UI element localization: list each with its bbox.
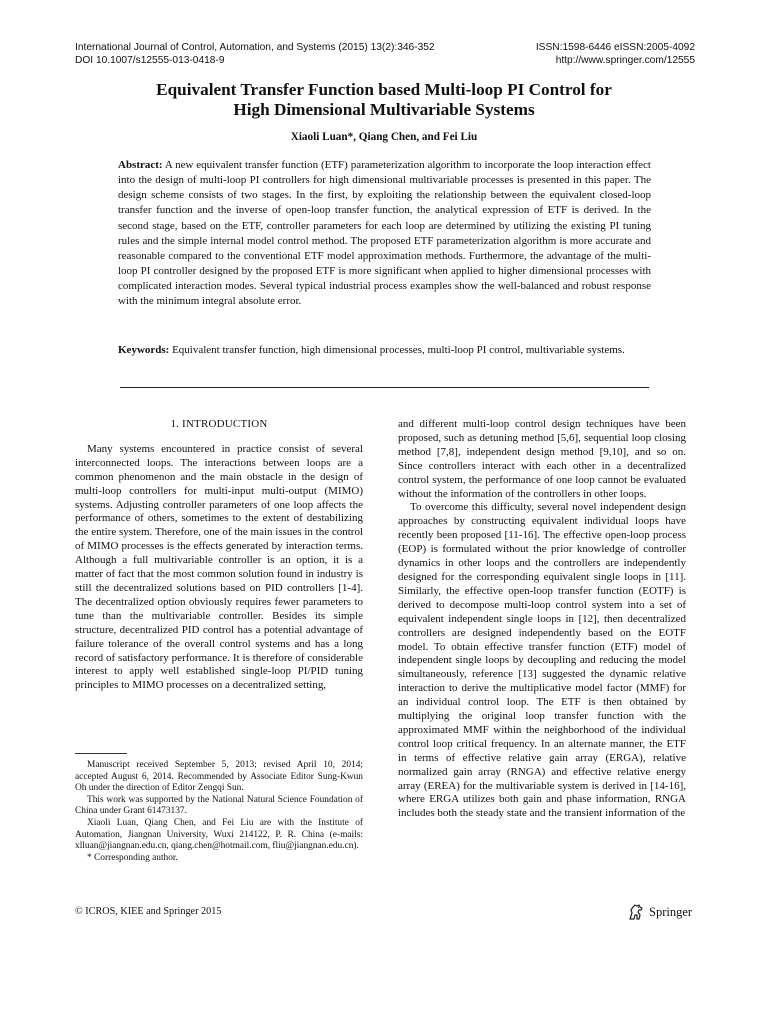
journal-citation: International Journal of Control, Automation, and Systems (2015) 13(2):346-352 xyxy=(75,42,435,53)
issn: ISSN:1598-6446 eISSN:2005-4092 xyxy=(535,42,695,53)
keywords-text: Equivalent transfer function, high dimensional processes, multi-loop PI control, multivariable systems. xyxy=(169,344,625,356)
footnote-received: Manuscript received September 5, 2013; revised April 10, 2014; accepted August 6, 2014. Recommended by Associate Editor Sung-Kwun Oh under the direction of Editor Zengqi Sun. xyxy=(75,760,363,794)
publisher-name: Springer xyxy=(649,904,693,919)
issn-header xyxy=(536,42,695,67)
left-column xyxy=(75,418,363,693)
right-column xyxy=(398,418,686,821)
abstract-text: A new equivalent transfer function (ETF) parameterization algorithm to incorporate the loop interaction effect into the design of multi-loop PI controllers for high dimensional multivariable processes is presented in this paper. The design scheme consists of two stages. In the first, by exploiting the relationship between the equivalent closed-loop transfer function and the inverse of open-loop transfer function, the analytical expression of ETF is derived. In the second stage, based on the ETF, controller parameters for each loop are determined by utilizing the existing PI tuning rules and the simple internal model control method. The proposed ETF parameterization algorithm is more accurate and reasonable compared to the conventional ETF model approximation methods. Furthermore, the advantage of the multi-loop PI controller designed by the proposed ETF is more significant when applied to higher dimensional processes with complicated interaction modes. Several typical industrial process examples show the well-balanced and robust response with the minimum integral absolute error. xyxy=(118,159,651,308)
abstract-divider xyxy=(120,387,649,388)
publisher-logo xyxy=(627,903,692,921)
title-line-2: High Dimensional Multivariable Systems xyxy=(233,100,535,119)
authors: Xiaoli Luan*, Qiang Chen, and Fei Liu xyxy=(290,131,478,143)
abstract xyxy=(118,158,651,310)
copyright: © ICROS, KIEE and Springer 2015 xyxy=(75,906,222,917)
keywords-label: Keywords: xyxy=(118,344,170,356)
doi[interactable]: DOI 10.1007/s12555-013-0418-9 xyxy=(75,54,225,66)
abstract-label: Abstract: xyxy=(118,159,163,171)
body-paragraph: Many systems encountered in practice consist of several interconnected loops. The interactions between loops are a common phenomenon and the main obstacle in the design of multi-loop controllers for multi-input multi-output (MIMO) systems. Adjusting controller parameters of one loop affects the performance of others, sometimes to the extent of destabilizing the entire system. Therefore, one of the main issues in the control of MIMO processes is the effects generated by interaction terms. Although a full multivariable controller is an option, it is a matter of fact that the most common solution found in industry is still the decentralized solutions based on PID controllers [1-4]. The decentralized option obviously requires fewer parameters to tune than the multivariable controller. Besides its simple structure, decentralized PID control has a potential advantage of failure tolerance of the overall control systems and has a long record of satisfactory performance. It is therefore of considerable interest to apply well established single-loop PI/PID tuning principles to MIMO processes on a decentralized setting, xyxy=(75,442,363,692)
keywords xyxy=(118,343,651,358)
journal-url[interactable]: http://www.springer.com/12555 xyxy=(555,54,695,66)
section-heading: 1. INTRODUCTION xyxy=(170,418,268,430)
body-paragraph: and different multi-loop control design techniques have been proposed, such as detuning method [5,6], sequential loop closing method [7,8], independent design method [9,10], and so on. Since controllers interact with each other in a decentralized control system, the performance of one loop cannot be evaluated without the information of the controllers in other loops. xyxy=(398,418,686,500)
paper-title xyxy=(70,80,698,120)
body-paragraph: To overcome this difficulty, several novel independent design approaches by constructing equivalent individual loops have recently been proposed [11-16]. The effective open-loop process (EOP) is formulated without the prior knowledge of controller dynamics in other loops and the controllers are independently designed for the corresponding equivalent single loops in [11]. Similarly, the effective open-loop transfer function (EOTF) is derived to decompose multi-loop control system into a set of equivalent independent single loops in [12], then decentralized controllers are designed independently based on the EOTF model. To obtain effective transfer function (ETF) model of independent single loops by decoupling and reducing the model simultaneously, reference [13] suggested the dynamic relative interaction to derive the multiplicative model factor (MMF) for an individual control loop. The ETF is then obtained by multiplying the original loop transfer function with the approximated MMF within the neighborhood of the individual control loop critical frequency. In an alternate manner, the ETF in terms of effective relative gain array (ERGA), relative normalized gain array (RNGA) and effective relative energy array (EREA) for the multivariable system is derived in [14-16], where ERGA utilizes both gain and phase information, RNGA includes both the steady state and the transient information of the xyxy=(398,501,686,820)
title-line-1: Equivalent Transfer Function based Multi-loop PI Control for xyxy=(156,80,612,99)
footnotes xyxy=(75,760,363,864)
footnote-affiliation: Xiaoli Luan, Qiang Chen, and Fei Liu are with the Institute of Automation, Jiangnan University, Wuxi 214122, P. R. China (e-mails: xlluan@jiangnan.edu.cn, qiang.chen@hotmail.com, fliu@jiangnan.edu.cn). xyxy=(75,817,363,852)
footnote-corresponding: * Corresponding author. xyxy=(87,852,178,863)
footnote-divider xyxy=(75,753,127,754)
journal-header xyxy=(75,42,435,67)
springer-horse-icon xyxy=(627,903,645,921)
footnote-support: This work was supported by the National Natural Science Foundation of China under Grant 61473137. xyxy=(75,794,363,817)
